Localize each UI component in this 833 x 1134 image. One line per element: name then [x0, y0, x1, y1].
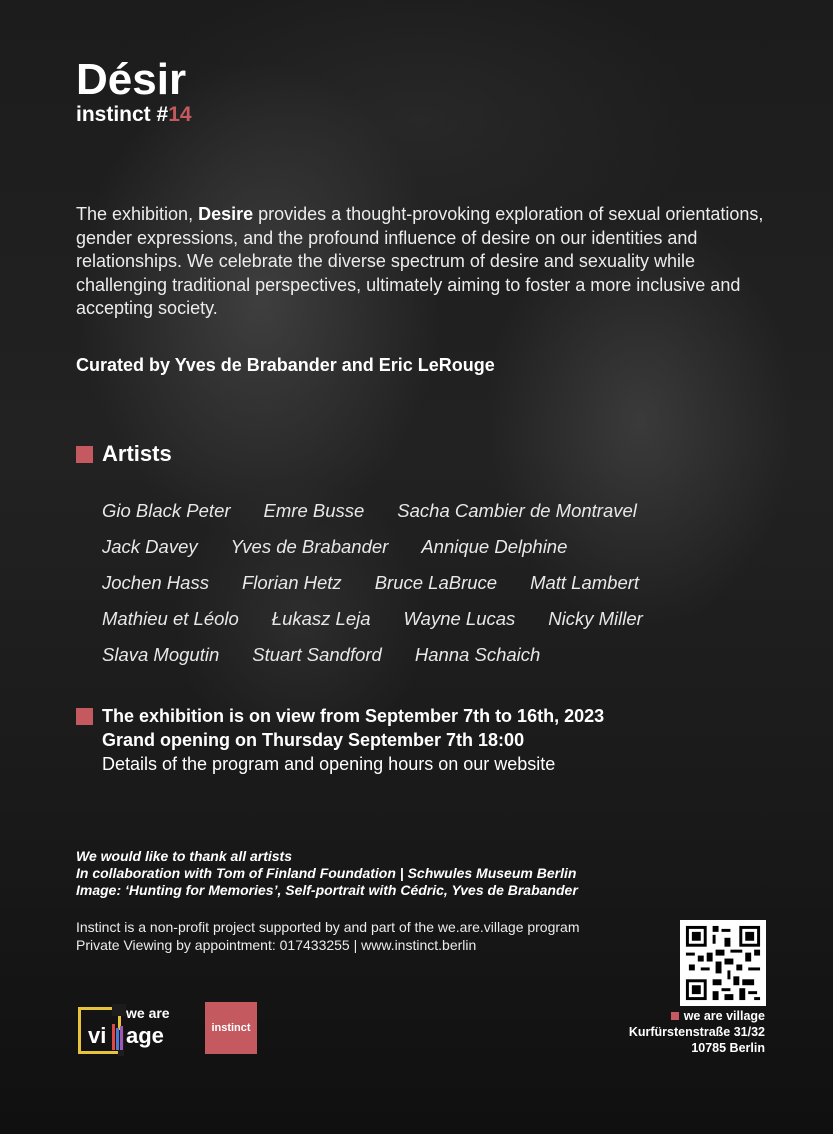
artist-name: Florian Hetz	[241, 572, 342, 593]
artist-name: Nicky Miller	[548, 608, 643, 629]
logo-vi: vi	[88, 1023, 107, 1048]
artist-name: Matt Lambert	[530, 572, 640, 593]
we-are-village-logo	[78, 1004, 188, 1056]
exhibition-subtitle	[76, 103, 192, 127]
program-details: Details of the program and opening hours on our website	[102, 754, 556, 774]
project-info	[76, 918, 580, 954]
subtitle-prefix: instinct #	[76, 103, 169, 126]
logo-age: age	[126, 1023, 164, 1048]
artists-heading	[76, 441, 172, 467]
qr-code-icon[interactable]	[680, 920, 766, 1006]
subtitle-number: 14	[168, 103, 192, 126]
artist-row	[102, 601, 742, 637]
view-dates: The exhibition is on view from September 7th to 16th, 2023	[102, 706, 605, 726]
intro-bold-desire: Desire	[198, 204, 254, 224]
artist-name: Jochen Hass	[102, 572, 209, 593]
venue-name: we are village	[683, 1009, 765, 1023]
we-are-village-logo-graphic	[78, 1004, 188, 1056]
credits-collaboration: In collaboration with Tom of Finland Foundation | Schwules Museum Berlin	[76, 865, 577, 881]
venue-address	[629, 1008, 765, 1056]
artist-name: Hanna Schaich	[414, 644, 541, 665]
instinct-logo	[205, 1002, 257, 1054]
curators-line: Curated by Yves de Brabander and Eric LeRouge	[76, 355, 495, 375]
artist-name: Annique Delphine	[421, 536, 568, 557]
venue-street: Kurfürstenstraße 31/32	[628, 1025, 765, 1039]
intro-text-start: The exhibition,	[76, 204, 199, 224]
artist-name: Mathieu et Léolo	[102, 608, 239, 629]
artist-name: Łukasz Leja	[271, 608, 371, 629]
square-bullet-icon	[671, 1012, 679, 1020]
credits-image: Image: ‘Hunting for Memories’, Self-portrait with Cédric, Yves de Brabander	[76, 882, 578, 898]
square-bullet-icon	[76, 708, 93, 725]
logo-we-are: we are	[126, 1005, 170, 1021]
venue-name-line	[629, 1008, 765, 1024]
artist-name: Wayne Lucas	[403, 608, 516, 629]
opening-date: Grand opening on Thursday September 7th 18:00	[102, 730, 525, 750]
square-bullet-icon	[76, 446, 93, 463]
artist-row	[102, 493, 742, 529]
intro-text-end: provides a thought-provoking exploration of sexual orientations, gender expressions, and the profound influence of desire on our identities and relationships. We celebrate the diverse spectrum of desire and sexuality while challenging traditional perspectives, ultimately aiming to foster a more inclusive and accepting society.	[76, 204, 764, 318]
artist-row	[102, 637, 742, 673]
intro-paragraph	[76, 203, 766, 321]
artist-name: Emre Busse	[263, 500, 365, 521]
artist-name: Slava Mogutin	[102, 644, 220, 665]
artist-name: Stuart Sandford	[252, 644, 382, 665]
artist-name: Jack Davey	[102, 536, 198, 557]
artist-name: Sacha Cambier de Montravel	[397, 500, 637, 521]
credits	[76, 848, 578, 899]
private-viewing: Private Viewing by appointment: 017433255 | www.instinct.berlin	[76, 937, 477, 953]
artists-heading-label: Artists	[102, 441, 172, 466]
artist-row	[102, 565, 742, 601]
info-first-line	[76, 704, 604, 728]
credits-thanks: We would like to thank all artists	[76, 848, 293, 864]
artist-name: Yves de Brabander	[230, 536, 389, 557]
artist-name: Gio Black Peter	[102, 500, 231, 521]
exhibition-title: Désir	[76, 55, 187, 104]
artists-list	[102, 493, 742, 673]
artist-name: Bruce LaBruce	[374, 572, 498, 593]
qr-code-graphic	[680, 920, 766, 1006]
project-support: Instinct is a non-profit project supported by and part of the we.are.village program	[76, 919, 580, 935]
venue-city: 10785 Berlin	[691, 1041, 765, 1055]
artist-row	[102, 529, 742, 565]
instinct-logo-label: instinct	[211, 1022, 251, 1034]
exhibition-info	[76, 704, 604, 776]
